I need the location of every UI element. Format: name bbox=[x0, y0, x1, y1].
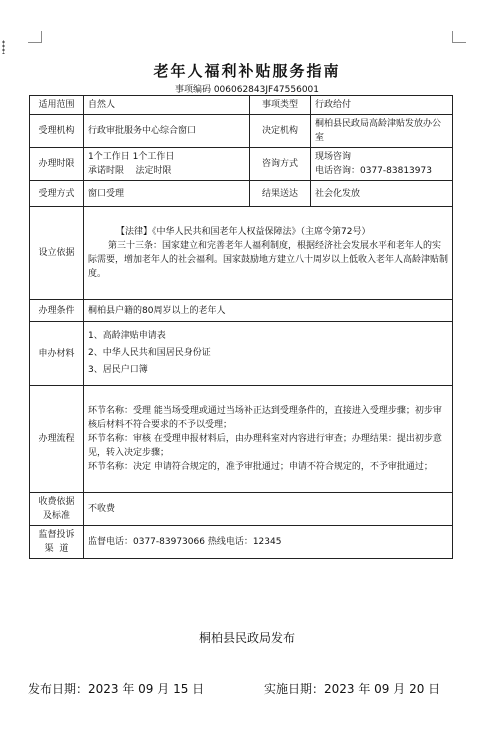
conditions-value: 桐柏县户籍的80周岁以上的老年人 bbox=[84, 300, 453, 322]
materials-list bbox=[84, 322, 453, 386]
publisher: 桐柏县民政局发布 bbox=[198, 631, 295, 645]
table-row bbox=[30, 115, 453, 148]
fees-label bbox=[30, 493, 84, 526]
basis-value bbox=[84, 207, 453, 300]
process-label: 办理流程 bbox=[30, 386, 84, 493]
crop-mark-top-right bbox=[452, 31, 466, 43]
effective-date: 实施日期：2023 年 09 月 20 日 bbox=[264, 682, 441, 696]
time-limit-label: 办理时限 bbox=[30, 148, 84, 181]
process-step: 环节名称：决定 申请符合规定的，准予审批通过；申请不符合规定的，不予审批通过； bbox=[88, 462, 433, 472]
accept-method-label: 受理方式 bbox=[30, 181, 84, 207]
consult-onsite: 现场咨询 bbox=[315, 152, 352, 162]
decision-agency-value: 桐柏县民政局高龄津贴发放办公室 bbox=[311, 115, 453, 148]
table-row bbox=[30, 181, 453, 207]
table-row bbox=[30, 96, 453, 115]
item-type-value: 行政给付 bbox=[311, 96, 453, 115]
basis-article: 第三十三条：国家建立和完善老年人福利制度，根据经济社会发展水平和老年人的实际需要，增加老年人的社会福利。国家鼓励地方建立八十周岁以上低收入老年人高龄津贴制度。 bbox=[88, 241, 449, 279]
table-row bbox=[30, 526, 453, 559]
time-limit-value bbox=[84, 148, 250, 181]
materials-label: 申办材料 bbox=[30, 322, 84, 386]
agency-label: 受理机构 bbox=[30, 115, 84, 148]
supervision-label bbox=[30, 526, 84, 559]
table-row bbox=[30, 300, 453, 322]
decision-agency-label: 决定机构 bbox=[250, 115, 311, 148]
time-limit-types: 承诺时限 法定时限 bbox=[88, 166, 172, 176]
supervision-value: 监督电话：0377-83973066 热线电话：12345 bbox=[84, 526, 453, 559]
consult-value bbox=[311, 148, 453, 181]
scope-value: 自然人 bbox=[84, 96, 250, 115]
item-code: 事项编码 006062843JF47556001 bbox=[174, 85, 320, 95]
drag-handle-icon[interactable] bbox=[2, 40, 5, 54]
crop-mark-top-left bbox=[28, 31, 42, 43]
consult-label: 咨询方式 bbox=[250, 148, 311, 181]
item-type-label: 事项类型 bbox=[250, 96, 311, 115]
basis-law: 【法律】《中华人民共和国老年人权益保障法》（主席令第72号） bbox=[116, 227, 371, 237]
supervision-label-line2: 渠 道 bbox=[44, 544, 69, 554]
table-row bbox=[30, 148, 453, 181]
result-delivery-value: 社会化发放 bbox=[311, 181, 453, 207]
agency-value: 行政审批服务中心综合窗口 bbox=[84, 115, 250, 148]
list-item: 1、高龄津贴申请表 bbox=[88, 331, 166, 341]
fees-value: 不收费 bbox=[84, 493, 453, 526]
fees-label-line2: 及标准 bbox=[42, 511, 70, 521]
process-steps bbox=[84, 386, 453, 493]
consult-phone: 电话咨询：0377-83813973 bbox=[315, 166, 432, 176]
basis-label: 设立依据 bbox=[30, 207, 84, 300]
list-item: 3、居民户口簿 bbox=[88, 365, 148, 375]
process-step: 环节名称：受理 能当场受理或通过当场补正达到受理条件的，直接进入受理步骤；初步审核后材料不符合要求的不予以受理； bbox=[88, 406, 442, 430]
supervision-label-line1: 监督投诉 bbox=[38, 530, 75, 540]
service-guide-table bbox=[29, 95, 453, 559]
process-step: 环节名称：审核 在受理申报材料后，由办理科室对内容进行审查；办理结果：提出初步意见，转入决定步骤； bbox=[88, 434, 442, 458]
fees-label-line1: 收费依据 bbox=[38, 497, 75, 507]
result-delivery-label: 结果送达 bbox=[250, 181, 311, 207]
table-row bbox=[30, 207, 453, 300]
document-title: 老年人福利补贴服务指南 bbox=[153, 62, 341, 80]
accept-method-value: 窗口受理 bbox=[84, 181, 250, 207]
table-row bbox=[30, 493, 453, 526]
table-row bbox=[30, 386, 453, 493]
scope-label: 适用范围 bbox=[30, 96, 84, 115]
time-limit-days: 1个工作日 1个工作日 bbox=[88, 152, 175, 162]
table-row bbox=[30, 322, 453, 386]
publish-date: 发布日期：2023 年 09 月 15 日 bbox=[28, 682, 205, 696]
list-item: 2、中华人民共和国居民身份证 bbox=[88, 348, 211, 358]
conditions-label: 办理条件 bbox=[30, 300, 84, 322]
